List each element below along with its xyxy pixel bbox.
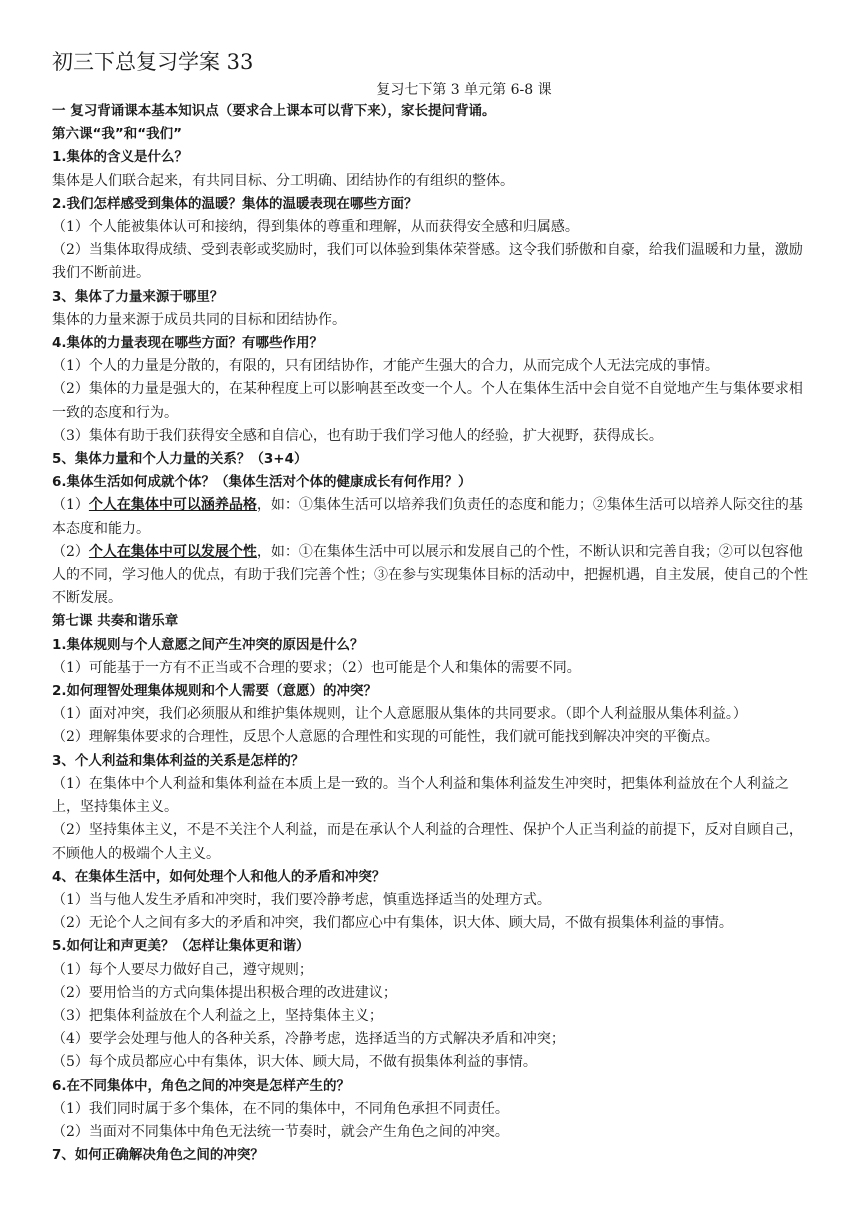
lesson7-question-4: 4、在集体生活中，如何处理个人和他人的矛盾和冲突？ bbox=[52, 868, 386, 885]
lesson7-heading: 第七课 共奏和谐乐章 bbox=[52, 613, 179, 630]
lesson7-answer-4-1: （1）当与他人发生矛盾和冲突时，我们要冷静考虑，慎重选择适当的处理方式。 bbox=[52, 891, 551, 908]
lesson7-answer-1: （1）可能基于一方有不正当或不合理的要求；（2）也可能是个人和集体的需要不同。 bbox=[52, 659, 581, 676]
lesson6-answer-6-2 bbox=[52, 541, 816, 611]
intro-instruction: 一 复习背诵课本基本知识点（要求合上课本可以背下来），家长提问背诵。 bbox=[52, 103, 496, 119]
answer-text: ，如：①集体生活可以培养我们负责任的态度和能力；②集体生活可以培养人际交往的基本态度和能力。 bbox=[52, 497, 803, 537]
lesson6-question-4: 4.集体的力量表现在哪些方面？有哪些作用？ bbox=[52, 335, 324, 352]
lesson7-answer-5-4: （4）要学会处理与他人的各种关系，冷静考虑，选择适当的方式解决矛盾和冲突； bbox=[52, 1031, 565, 1048]
lesson7-question-3: 3、个人利益和集体利益的关系是怎样的？ bbox=[52, 752, 305, 769]
underlined-keypoint: 个人在集体中可以发展个性 bbox=[88, 543, 257, 560]
document-subtitle: 复习七下第 3 单元第 6-8 课 bbox=[376, 82, 552, 98]
lesson7-answer-6-1: （1）我们同时属于多个集体，在不同的集体中，不同角色承担不同责任。 bbox=[52, 1100, 509, 1117]
lesson6-question-5: 5、集体力量和个人力量的关系？（3+4） bbox=[52, 451, 308, 468]
lesson7-answer-3-2: （2）坚持集体主义，不是不关注个人利益，而是在承认个人利益的合理性、保护个人正当利益的前提下，反对自顾自己，不顾他人的极端个人主义。 bbox=[52, 822, 803, 862]
lesson7-answer-4-2: （2）无论个人之间有多大的矛盾和冲突，我们都应心中有集体，识大体、顾大局，不做有损集体利益的事情。 bbox=[52, 915, 733, 932]
document-title: 初三下总复习学案 33 bbox=[52, 50, 254, 74]
lesson7-answer-5-1: （1）每个人要尽力做好自己，遵守规则； bbox=[52, 961, 313, 978]
answer-prefix: （2） bbox=[52, 543, 89, 560]
lesson7-question-6: 6.在不同集体中，角色之间的冲突是怎样产生的？ bbox=[52, 1077, 351, 1094]
lesson7-question-2: 2.如何理智处理集体规则和个人需要（意愿）的冲突？ bbox=[52, 683, 378, 700]
lesson7-question-1: 1.集体规则与个人意愿之间产生冲突的原因是什么？ bbox=[52, 636, 364, 653]
underlined-keypoint: 个人在集体中可以涵养品格 bbox=[88, 497, 257, 514]
lesson7-answer-6-2: （2）当面对不同集体中角色无法统一节奏时，就会产生角色之间的冲突。 bbox=[52, 1123, 509, 1140]
lesson6-answer-1: 集体是人们联合起来，有共同目标、分工明确、团结协作的有组织的整体。 bbox=[52, 172, 514, 189]
lesson6-answer-4-1: （1）个人的力量是分散的，有限的，只有团结协作，才能产生强大的合力，从而完成个人无法完成的事情。 bbox=[52, 358, 719, 375]
lesson6-answer-3: 集体的力量来源于成员共同的目标和团结协作。 bbox=[52, 311, 346, 328]
lesson7-question-7: 7、如何正确解决角色之间的冲突？ bbox=[52, 1147, 264, 1164]
lesson6-question-6: 6.集体生活如何成就个体？（集体生活对个体的健康成长有何作用？） bbox=[52, 474, 472, 491]
lesson6-question-3: 3、集体了力量来源于哪里？ bbox=[52, 288, 224, 305]
lesson6-answer-4-2: （2）集体的力量是强大的，在某种程度上可以影响甚至改变一个人。个人在集体生活中会自觉不自觉地产生与集体要求相一致的态度和行为。 bbox=[52, 381, 803, 421]
lesson6-answer-4-3: （3）集体有助于我们获得安全感和自信心，也有助于我们学习他人的经验，扩大视野，获得成长。 bbox=[52, 427, 663, 444]
lesson7-answer-2-2: （2）理解集体要求的合理性，反思个人意愿的合理性和实现的可能性，我们就可能找到解决冲突的平衡点。 bbox=[52, 729, 719, 746]
lesson6-question-2: 2.我们怎样感受到集体的温暖？集体的温暖表现在哪些方面？ bbox=[52, 195, 418, 212]
lesson6-answer-6-1 bbox=[52, 494, 816, 540]
lesson6-answer-2-1: （1）个人能被集体认可和接纳，得到集体的尊重和理解，从而获得安全感和归属感。 bbox=[52, 219, 579, 236]
lesson7-answer-3-1: （1）在集体中个人利益和集体利益在本质上是一致的。当个人利益和集体利益发生冲突时，把集体利益放在个人利益之上，坚持集体主义。 bbox=[52, 775, 789, 816]
lesson6-heading: 第六课“我”和“我们” bbox=[52, 126, 182, 143]
lesson7-answer-5-3: （3）把集体利益放在个人利益之上，坚持集体主义； bbox=[52, 1007, 383, 1024]
lesson7-answer-5-2: （2）要用恰当的方式向集体提出积极合理的改进建议； bbox=[52, 984, 397, 1001]
lesson7-answer-2-1: （1）面对冲突，我们必须服从和维护集体规则，让个人意愿服从集体的共同要求。（即个人利益服从集体利益。） bbox=[52, 706, 747, 723]
answer-text: ，如：①在集体生活中可以展示和发展自己的个性，不断认识和完善自我；②可以包容他人的不同，学习他人的优点，有助于我们完善个性；③在参与实现集体目标的活动中，把握机遇，自主发展，使自己的个性不断发展。 bbox=[52, 543, 808, 607]
lesson6-answer-2-2: （2）当集体取得成绩、受到表彰或奖励时，我们可以体验到集体荣誉感。这令我们骄傲和自豪，给我们温暖和力量，激励我们不断前进。 bbox=[52, 242, 803, 282]
lesson7-answer-5-5: （5）每个成员都应心中有集体，识大体、顾大局，不做有损集体利益的事情。 bbox=[52, 1054, 537, 1071]
lesson6-question-1: 1.集体的含义是什么？ bbox=[52, 149, 189, 166]
answer-prefix: （1） bbox=[52, 497, 89, 514]
lesson7-question-5: 5.如何让和声更美？（怎样让集体更和谐） bbox=[52, 938, 310, 955]
